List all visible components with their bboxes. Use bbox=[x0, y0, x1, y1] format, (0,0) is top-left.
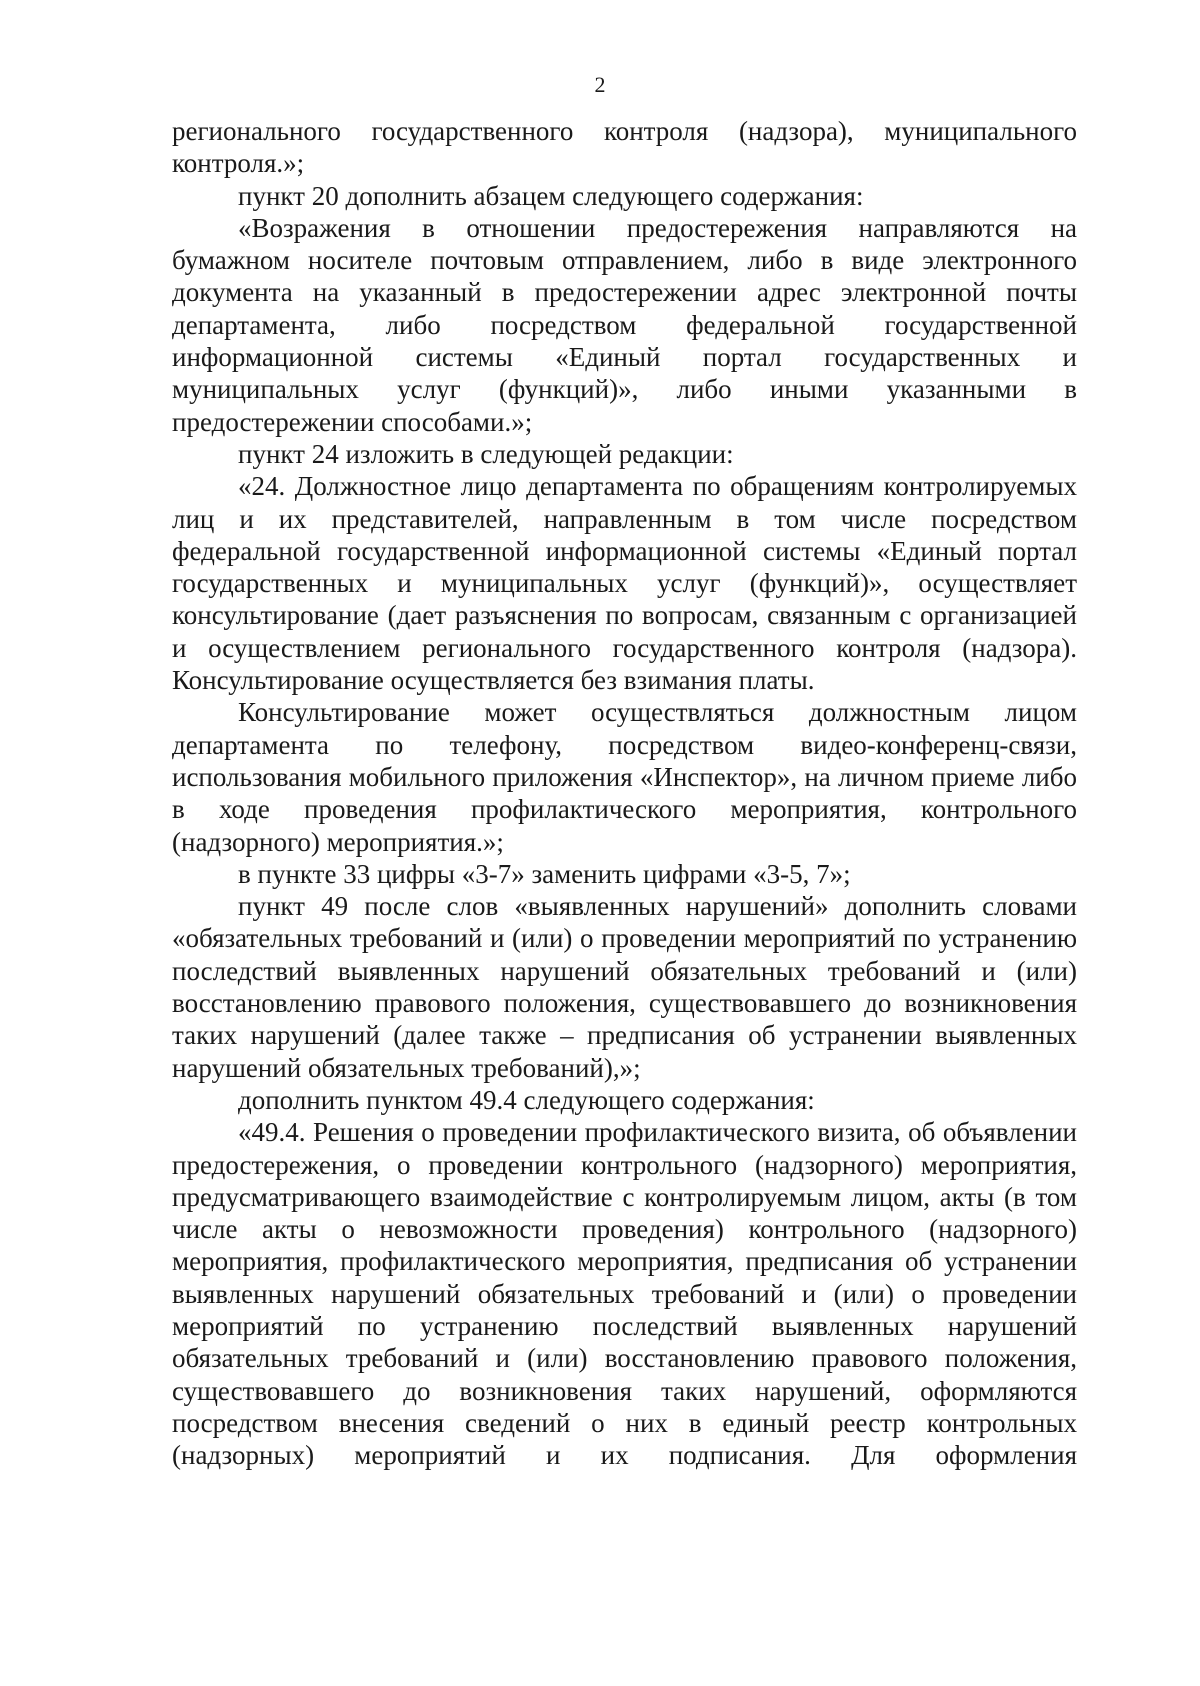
page-number: 2 bbox=[594, 72, 606, 97]
paragraph-amend-24: пункт 24 изложить в следующей редакции: bbox=[238, 438, 734, 469]
paragraph-amend-33: в пункте 33 цифры «3-7» заменить цифрами «3-5, 7»; bbox=[238, 858, 851, 889]
paragraph-add-49-4: дополнить пунктом 49.4 следующего содержания: bbox=[238, 1084, 815, 1115]
paragraph-item-49-4: «49.4. Решения о проведении профилактического визита, об объявлении предостережения, о проведении контрольного (надзорного) мероприятия, предусматривающего взаимодействие с контролируемым лицом, акты (в том числе акты о невозможности проведения) контрольного (надзорного) мероприятия, профилактического мероприятия, предписания об устранении выявленных нарушений обязательных требований и (или) о проведении мероприятий по устранению последствий выявленных нарушений обязательных требований и (или) восстановлению правового положения, существовавшего до возникновения таких нарушений, оформляются посредством внесения сведений о них в единый реестр контрольных (надзорных) мероприятий и их подписания. Для оформления bbox=[172, 1117, 1077, 1471]
paragraph-objections: «Возражения в отношении предостережения направляются на бумажном носителе почтовым отправлением, либо в виде электронного документа на указанный в предостережении адрес электронной почты департамента, либо посредством федеральной государственной информационной системы «Единый портал государственных и муниципальных услуг (функций)», либо иными указанными в предостережении способами.»; bbox=[172, 212, 1077, 437]
paragraph-consulting: Консультирование может осуществляться должностным лицом департамента по телефону, посредством видео-конференц-связи, использования мобильного приложения «Инспектор», на личном приеме либо в ходе проведения профилактического мероприятия, контрольного (надзорного) мероприятия.»; bbox=[172, 697, 1077, 857]
paragraph-amend-49: пункт 49 после слов «выявленных нарушений» дополнить словами «обязательных требований и (или) о проведении мероприятий по устранению последствий выявленных нарушений обязательных требований и (или) восстановлению правового положения, существовавшего до возникновения таких нарушений (далее также – предписания об устранении выявленных нарушений обязательных требований),»; bbox=[172, 891, 1077, 1083]
paragraph-continuation: регионального государственного контроля (надзора), муниципального контроля.»; bbox=[172, 116, 1077, 179]
document-body bbox=[172, 115, 1077, 1471]
paragraph-item-24: «24. Должностное лицо департамента по обращениям контролируемых лиц и их представителей, направленным в том числе посредством федеральной государственной информационной системы «Единый портал государственных и муниципальных услуг (функций)», осуществляет консультирование (дает разъяснения по вопросам, связанным с организацией и осуществлением регионального государственного контроля (надзора). Консультирование осуществляется без взимания платы. bbox=[172, 471, 1077, 696]
paragraph-amend-20: пункт 20 дополнить абзацем следующего содержания: bbox=[238, 180, 864, 211]
